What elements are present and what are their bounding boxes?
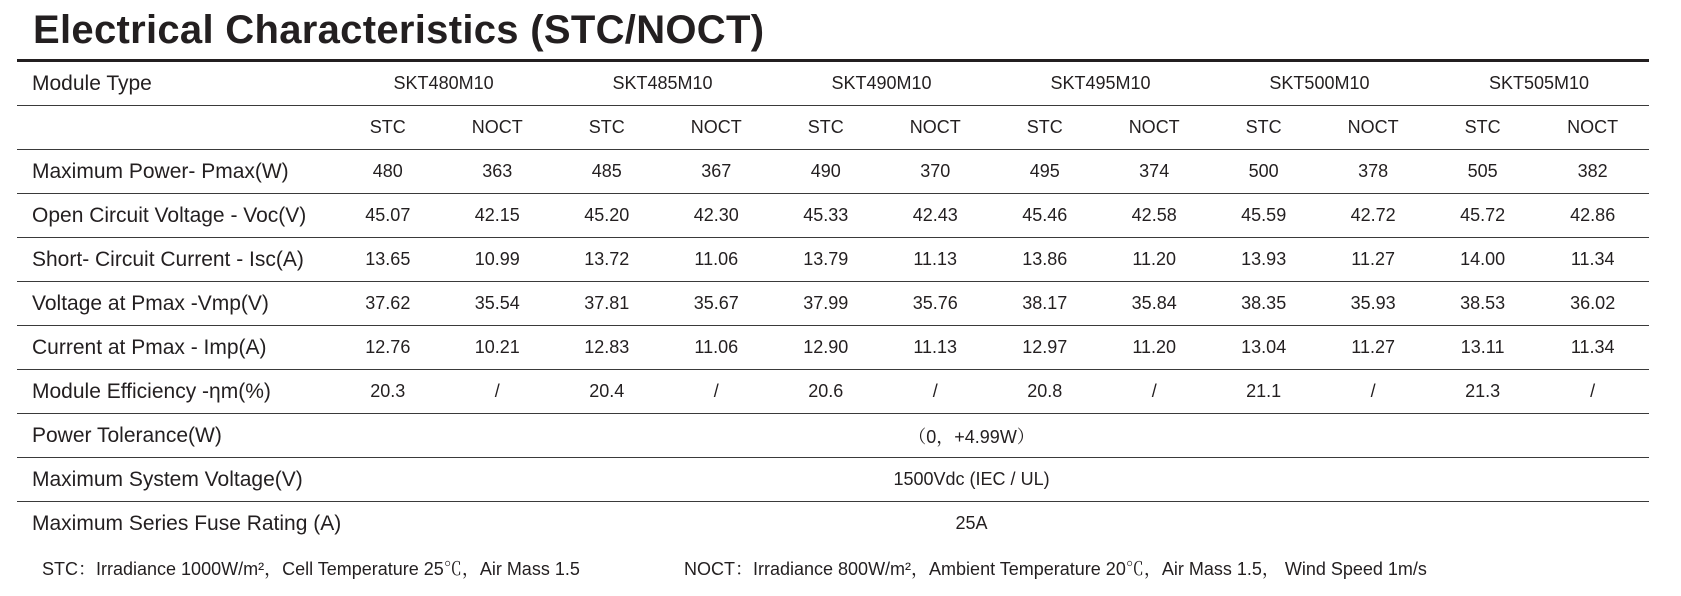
- stc-value: 12.90: [772, 326, 879, 370]
- noct-value: /: [442, 370, 554, 414]
- spanning-value: （0，+4.99W）: [334, 414, 1649, 458]
- noct-value: 42.15: [442, 194, 554, 238]
- stc-value: 21.1: [1210, 370, 1317, 414]
- spanning-row: [17, 458, 1649, 502]
- stc-value: 38.35: [1210, 282, 1317, 326]
- noct-header: NOCT: [1536, 106, 1649, 150]
- noct-value: 11.34: [1536, 238, 1649, 282]
- stc-value: 13.79: [772, 238, 879, 282]
- row-label: Current at Pmax - Imp(A): [17, 326, 334, 370]
- data-row: [17, 194, 1649, 238]
- electrical-characteristics-table-container: [17, 59, 1649, 545]
- noct-value: 11.13: [879, 238, 991, 282]
- noct-value: 42.58: [1098, 194, 1210, 238]
- stc-value: 45.07: [334, 194, 441, 238]
- stc-value: 13.11: [1429, 326, 1536, 370]
- noct-value: 35.93: [1317, 282, 1429, 326]
- noct-value: 363: [442, 150, 554, 194]
- noct-value: 11.27: [1317, 238, 1429, 282]
- module-name: SKT490M10: [772, 62, 991, 106]
- noct-value: 367: [660, 150, 772, 194]
- data-row: [17, 238, 1649, 282]
- electrical-characteristics-table: [17, 62, 1649, 545]
- noct-value: 370: [879, 150, 991, 194]
- module-name: SKT480M10: [334, 62, 553, 106]
- stc-value: 505: [1429, 150, 1536, 194]
- row-label: Open Circuit Voltage - Voc(V): [17, 194, 334, 238]
- row-label: Short- Circuit Current - Isc(A): [17, 238, 334, 282]
- stc-value: 480: [334, 150, 441, 194]
- noct-value: 42.30: [660, 194, 772, 238]
- page-title: Electrical Characteristics (STC/NOCT): [33, 8, 765, 52]
- noct-value: /: [660, 370, 772, 414]
- empty-label-cell: [17, 106, 334, 150]
- stc-value: 13.65: [334, 238, 441, 282]
- stc-value: 38.17: [991, 282, 1098, 326]
- noct-value: /: [1098, 370, 1210, 414]
- stc-header: STC: [1429, 106, 1536, 150]
- spanning-value: 1500Vdc (IEC / UL): [334, 458, 1649, 502]
- noct-value: 35.84: [1098, 282, 1210, 326]
- noct-value: 11.20: [1098, 238, 1210, 282]
- spanning-row: [17, 502, 1649, 546]
- noct-header: NOCT: [1317, 106, 1429, 150]
- data-row: [17, 370, 1649, 414]
- row-label: Power Tolerance(W): [17, 414, 334, 458]
- stc-value: 495: [991, 150, 1098, 194]
- noct-value: /: [1317, 370, 1429, 414]
- stc-header: STC: [553, 106, 660, 150]
- row-label: Module Efficiency -ηm(%): [17, 370, 334, 414]
- row-label: Voltage at Pmax -Vmp(V): [17, 282, 334, 326]
- table-body: [17, 62, 1649, 545]
- stc-value: 45.20: [553, 194, 660, 238]
- stc-value: 20.3: [334, 370, 441, 414]
- stc-header: STC: [1210, 106, 1317, 150]
- noct-value: 35.54: [442, 282, 554, 326]
- noct-value: 11.06: [660, 326, 772, 370]
- stc-value: 20.6: [772, 370, 879, 414]
- stc-value: 21.3: [1429, 370, 1536, 414]
- noct-value: 11.34: [1536, 326, 1649, 370]
- stc-value: 45.72: [1429, 194, 1536, 238]
- stc-footnote: STC：Irradiance 1000W/m²，Cell Temperature 25℃，Air Mass 1.5: [42, 559, 580, 579]
- stc-value: 45.33: [772, 194, 879, 238]
- stc-value: 13.04: [1210, 326, 1317, 370]
- stc-value: 14.00: [1429, 238, 1536, 282]
- stc-value: 12.97: [991, 326, 1098, 370]
- module-name: SKT495M10: [991, 62, 1210, 106]
- row-label: Maximum System Voltage(V): [17, 458, 334, 502]
- noct-header: NOCT: [879, 106, 991, 150]
- noct-value: 10.99: [442, 238, 554, 282]
- noct-footnote: NOCT：Irradiance 800W/m²，Ambient Temperature 20℃，Air Mass 1.5， Wind Speed 1m/s: [684, 559, 1427, 579]
- stc-value: 20.8: [991, 370, 1098, 414]
- module-name: SKT505M10: [1429, 62, 1649, 106]
- noct-value: 378: [1317, 150, 1429, 194]
- stc-value: 13.93: [1210, 238, 1317, 282]
- noct-value: 42.86: [1536, 194, 1649, 238]
- stc-value: 45.59: [1210, 194, 1317, 238]
- noct-value: 42.72: [1317, 194, 1429, 238]
- noct-value: 11.13: [879, 326, 991, 370]
- spanning-row: [17, 414, 1649, 458]
- stc-value: 13.86: [991, 238, 1098, 282]
- noct-value: 35.76: [879, 282, 991, 326]
- stc-value: 500: [1210, 150, 1317, 194]
- stc-value: 12.83: [553, 326, 660, 370]
- stc-value: 12.76: [334, 326, 441, 370]
- stc-value: 37.81: [553, 282, 660, 326]
- stc-header: STC: [991, 106, 1098, 150]
- noct-header: NOCT: [442, 106, 554, 150]
- data-row: [17, 326, 1649, 370]
- module-type-label: Module Type: [17, 62, 334, 106]
- noct-value: 36.02: [1536, 282, 1649, 326]
- noct-value: 382: [1536, 150, 1649, 194]
- module-name: SKT485M10: [553, 62, 772, 106]
- stc-value: 490: [772, 150, 879, 194]
- noct-value: 10.21: [442, 326, 554, 370]
- noct-value: 42.43: [879, 194, 991, 238]
- noct-value: /: [879, 370, 991, 414]
- stc-value: 485: [553, 150, 660, 194]
- row-label: Maximum Power- Pmax(W): [17, 150, 334, 194]
- stc-value: 37.62: [334, 282, 441, 326]
- module-name: SKT500M10: [1210, 62, 1429, 106]
- module-type-row: [17, 62, 1649, 106]
- sub-header-row: [17, 106, 1649, 150]
- noct-header: NOCT: [1098, 106, 1210, 150]
- spanning-value: 25A: [955, 513, 988, 533]
- data-row: [17, 282, 1649, 326]
- stc-value: 37.99: [772, 282, 879, 326]
- row-label: Maximum Series Fuse Rating (A): [32, 511, 342, 535]
- stc-value: 38.53: [1429, 282, 1536, 326]
- data-row: [17, 150, 1649, 194]
- noct-value: 35.67: [660, 282, 772, 326]
- noct-value: 374: [1098, 150, 1210, 194]
- stc-value: 13.72: [553, 238, 660, 282]
- stc-header: STC: [772, 106, 879, 150]
- noct-value: 11.06: [660, 238, 772, 282]
- noct-value: /: [1536, 370, 1649, 414]
- noct-header: NOCT: [660, 106, 772, 150]
- stc-value: 20.4: [553, 370, 660, 414]
- noct-value: 11.20: [1098, 326, 1210, 370]
- stc-header: STC: [334, 106, 441, 150]
- stc-value: 45.46: [991, 194, 1098, 238]
- noct-value: 11.27: [1317, 326, 1429, 370]
